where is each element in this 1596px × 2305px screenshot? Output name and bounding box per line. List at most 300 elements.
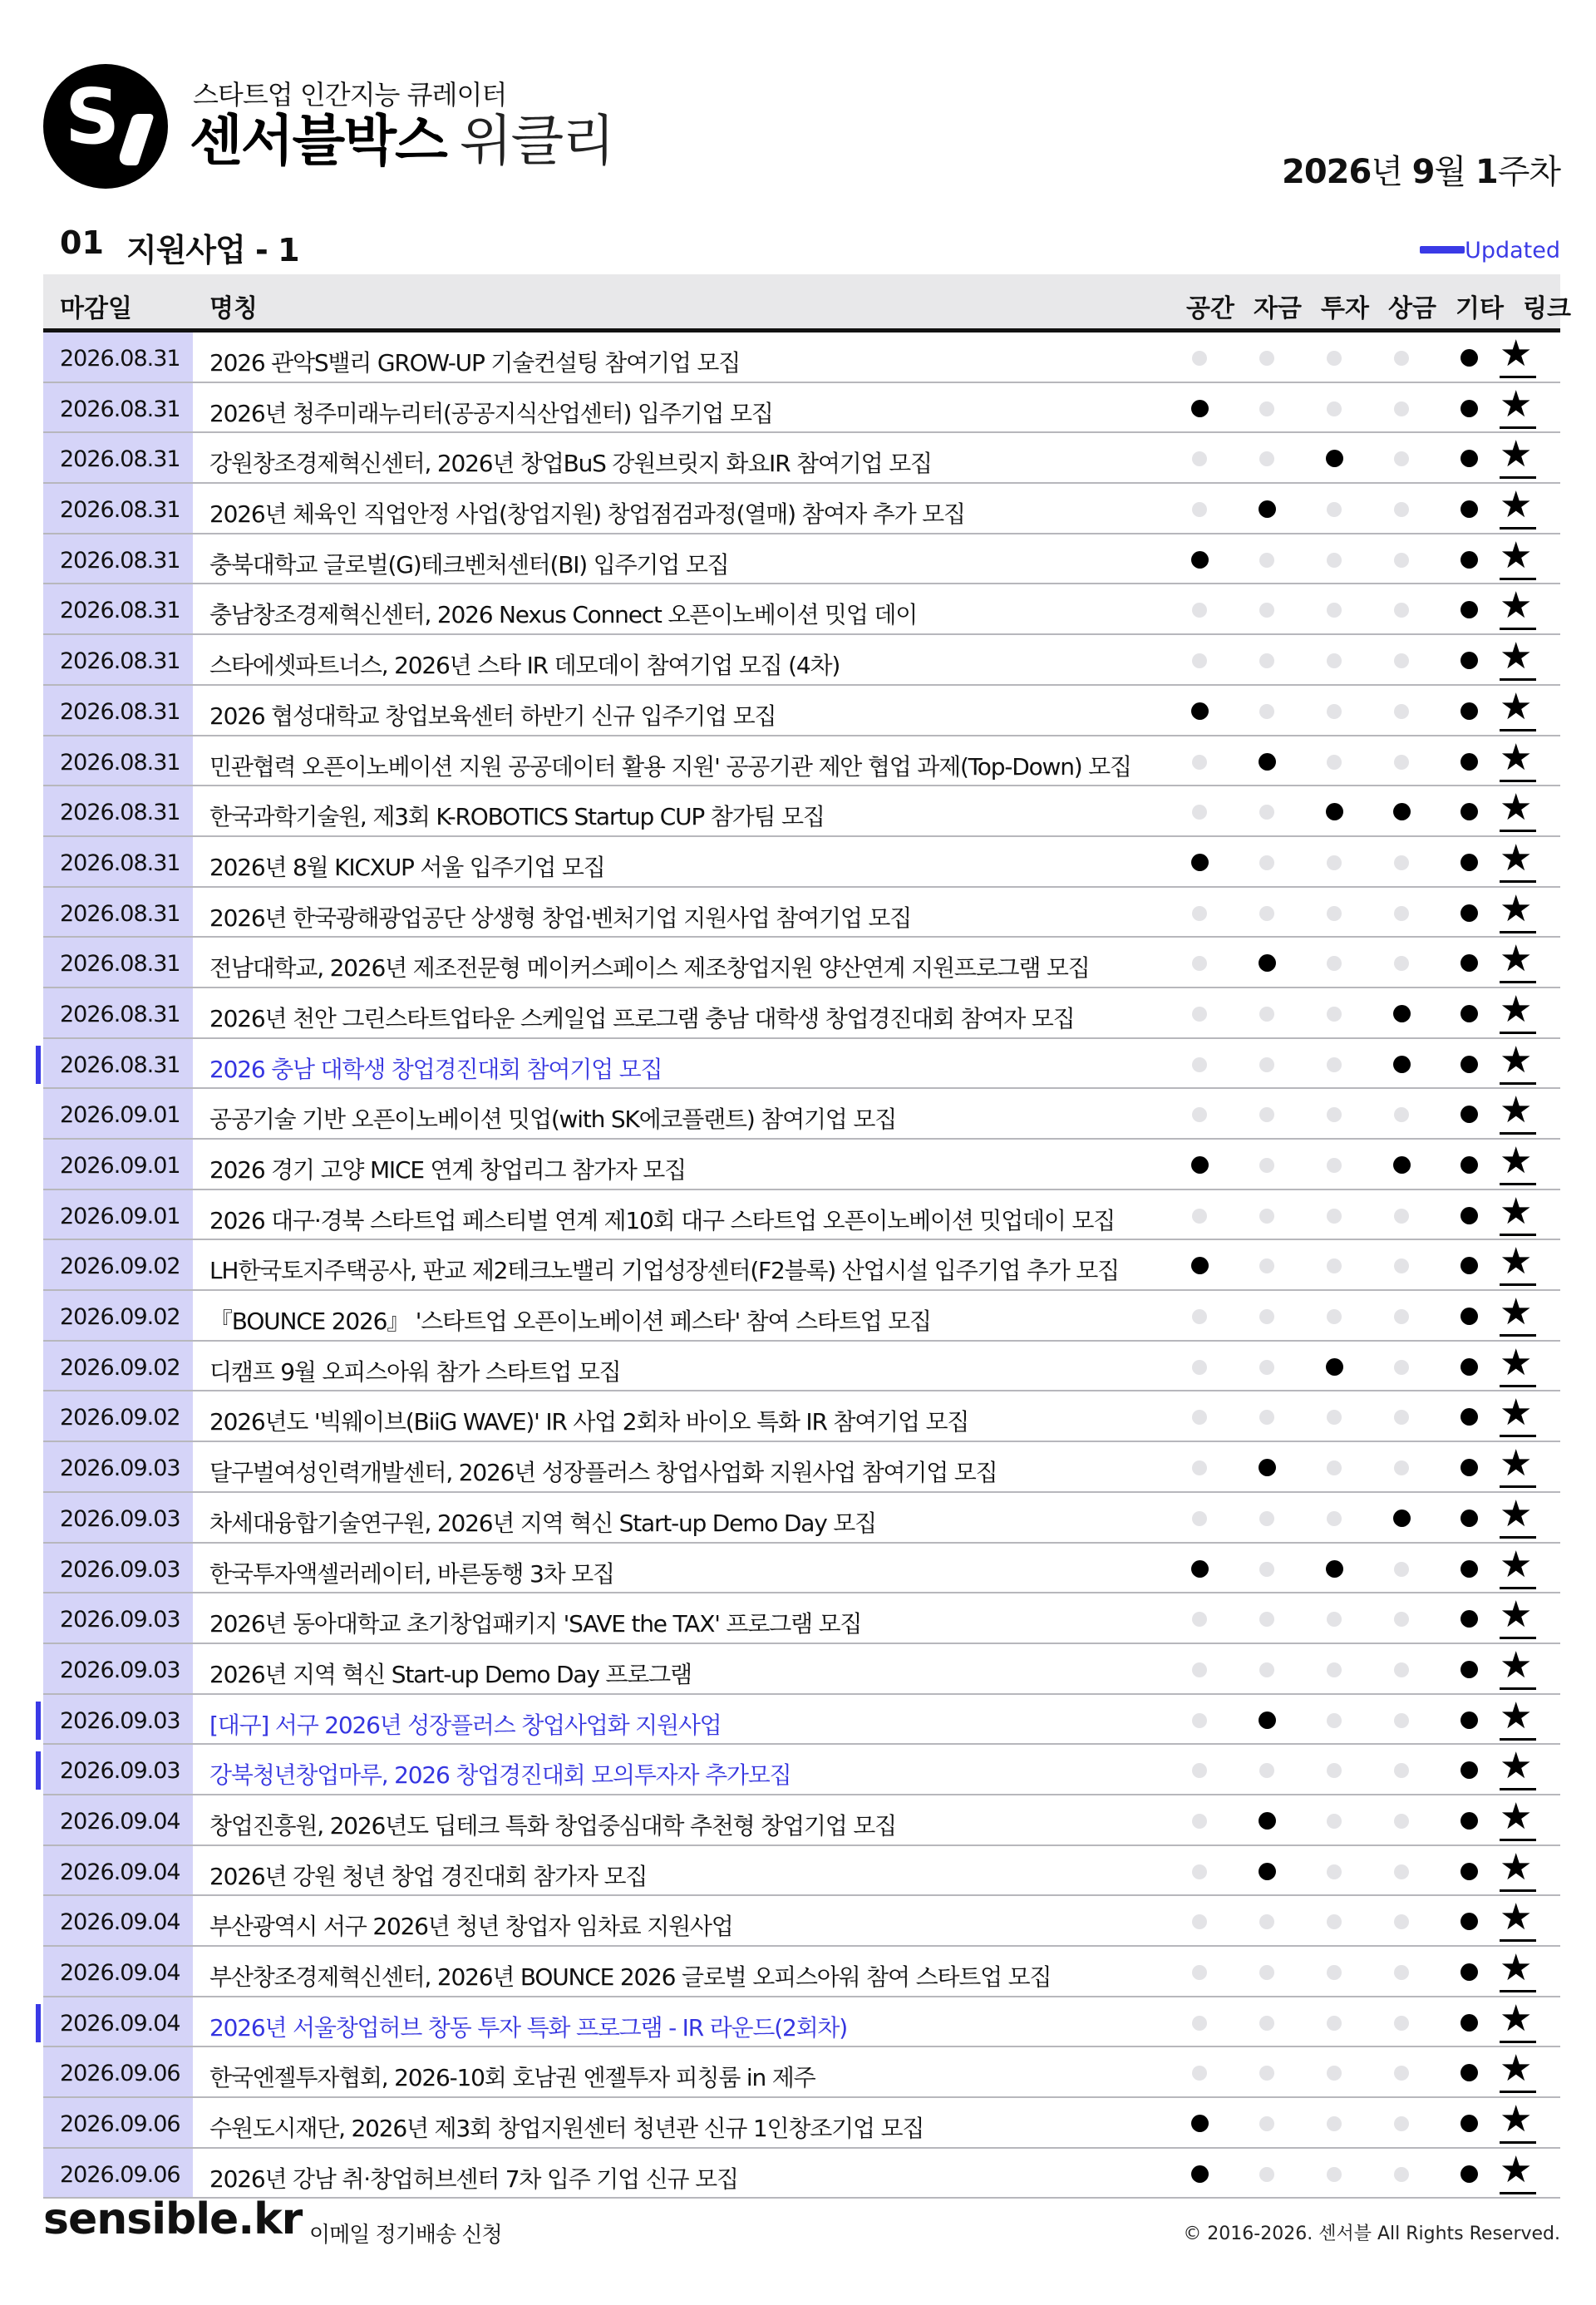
star-icon[interactable]: ★ xyxy=(1500,1240,1533,1283)
program-name: 『BOUNCE 2026』 '스타트업 오픈이노베이션 페스타' 참여 스타트업 모집 xyxy=(209,1308,931,1336)
deadline-date: 2026.09.03 xyxy=(60,1556,180,1583)
deadline-cell xyxy=(43,1846,193,1895)
email-subscribe-link[interactable]: 이메일 정기배송 신청 xyxy=(309,2223,502,2248)
flag-dot-space xyxy=(1192,1057,1207,1072)
brand-suffix: 위클리 xyxy=(459,109,614,173)
flag-dot-fund xyxy=(1259,805,1274,820)
updated-marker xyxy=(36,1702,41,1740)
flag-dot-space xyxy=(1192,1763,1207,1778)
flag-dot-prize xyxy=(1394,401,1409,416)
logo xyxy=(43,64,168,189)
deadline-date: 2026.08.31 xyxy=(60,698,180,725)
deadline-date: 2026.09.03 xyxy=(60,1707,180,1734)
flag-dot-space xyxy=(1192,1209,1207,1224)
deadline-date: 2026.08.31 xyxy=(60,396,180,422)
deadline-cell xyxy=(43,1745,193,1794)
column-invest: 투자 xyxy=(1321,294,1369,323)
flag-dot-prize xyxy=(1393,1510,1411,1527)
flag-dot-fund xyxy=(1259,1712,1276,1729)
table-row xyxy=(43,1544,1560,1594)
program-name: 차세대융합기술연구원, 2026년 지역 혁신 Start-up Demo Day 모집 xyxy=(209,1509,876,1537)
flag-dot-space xyxy=(1192,1713,1207,1728)
program-name: 2026년도 '빅웨이브(BiiG WAVE)' IR 사업 2회차 바이오 특화 IR 참여기업 모집 xyxy=(209,1408,969,1436)
deadline-cell xyxy=(43,1947,193,1996)
flag-dot-invest xyxy=(1327,1460,1342,1475)
deadline-cell xyxy=(43,1391,193,1441)
flag-dot-space xyxy=(1192,1965,1207,1980)
star-icon[interactable]: ★ xyxy=(1500,1391,1533,1435)
deadline-date: 2026.09.06 xyxy=(60,2061,180,2087)
flag-dot-other xyxy=(1461,854,1478,871)
star-icon[interactable]: ★ xyxy=(1500,1038,1533,1081)
flag-dot-fund xyxy=(1259,401,1274,416)
flag-dot-space xyxy=(1191,2165,1209,2183)
deadline-cell xyxy=(43,1493,193,1542)
star-icon[interactable]: ★ xyxy=(1500,382,1533,426)
program-name: 강원창조경제혁신센터, 2026년 창업BuS 강원브릿지 화요IR 참여기업 모집 xyxy=(209,450,932,478)
flag-dot-other xyxy=(1461,500,1478,518)
flag-dot-space xyxy=(1192,956,1207,971)
flag-dot-prize xyxy=(1394,1763,1409,1778)
flag-dot-fund xyxy=(1259,1057,1274,1072)
flag-dot-fund xyxy=(1259,1562,1274,1577)
star-icon[interactable]: ★ xyxy=(1500,1140,1533,1182)
star-icon[interactable]: ★ xyxy=(1500,1442,1533,1485)
flag-dot-other xyxy=(1461,1056,1478,1073)
flag-dot-invest xyxy=(1327,1107,1342,1122)
deadline-date: 2026.09.04 xyxy=(60,1909,180,1936)
section-title: 지원사업 - 1 xyxy=(126,232,299,268)
brand-title xyxy=(190,109,614,173)
flag-dot-other xyxy=(1461,2115,1478,2132)
table-row xyxy=(43,837,1560,888)
flag-dot-space xyxy=(1192,805,1207,820)
program-name: 디캠프 9월 오피스아워 참가 스타트업 모집 xyxy=(209,1357,621,1386)
brand-name: 센서블박스 xyxy=(190,109,446,173)
flag-dot-prize xyxy=(1394,1965,1409,1980)
link-underline xyxy=(1500,376,1536,378)
flag-dot-invest xyxy=(1326,1358,1343,1376)
table-row xyxy=(43,332,1560,383)
flag-dot-prize xyxy=(1394,1662,1409,1677)
table-row xyxy=(43,686,1560,736)
flag-dot-invest xyxy=(1327,351,1342,366)
flag-dot-prize xyxy=(1394,2167,1409,2182)
star-icon[interactable]: ★ xyxy=(1500,1845,1533,1889)
link-underline xyxy=(1500,780,1536,782)
flag-dot-space xyxy=(1192,1662,1207,1677)
star-icon[interactable]: ★ xyxy=(1500,2047,1533,2091)
program-name: 2026년 동아대학교 초기창업패키지 'SAVE the TAX' 프로그램 모집 xyxy=(209,1610,862,1638)
deadline-date: 2026.09.03 xyxy=(60,1607,180,1633)
deadline-date: 2026.09.02 xyxy=(60,1304,180,1331)
star-icon[interactable]: ★ xyxy=(1500,836,1533,879)
flag-dot-invest xyxy=(1327,855,1342,870)
star-icon[interactable]: ★ xyxy=(1500,1643,1533,1687)
link-underline xyxy=(1500,1082,1536,1085)
updated-legend-swatch xyxy=(1420,246,1465,254)
deadline-cell xyxy=(43,534,193,584)
star-icon[interactable]: ★ xyxy=(1500,635,1533,678)
link-underline xyxy=(1500,880,1536,883)
page-header xyxy=(43,62,1560,195)
column-fund: 자금 xyxy=(1254,294,1302,323)
flag-dot-prize xyxy=(1394,653,1409,668)
link-underline xyxy=(1500,678,1536,681)
flag-dot-invest xyxy=(1326,803,1343,820)
table-row xyxy=(43,1896,1560,1947)
program-name: LH한국토지주택공사, 판교 제2테크노밸리 기업성장센터(F2블록) 산업시설 입주기업 추가 모집 xyxy=(209,1257,1119,1285)
link-underline xyxy=(1500,1234,1536,1236)
link-underline xyxy=(1500,1587,1536,1589)
flag-dot-other xyxy=(1461,551,1478,569)
flag-dot-invest xyxy=(1327,2066,1342,2081)
flag-dot-fund xyxy=(1259,1410,1274,1425)
flag-dot-fund xyxy=(1259,500,1276,518)
deadline-cell xyxy=(43,1997,193,2046)
deadline-date: 2026.08.31 xyxy=(60,749,180,776)
star-icon[interactable]: ★ xyxy=(1500,887,1533,930)
flag-dot-space xyxy=(1192,351,1207,366)
issue-month: 9 xyxy=(1411,153,1435,191)
table-row xyxy=(43,635,1560,686)
flag-dot-invest xyxy=(1326,1560,1343,1578)
deadline-date: 2026.09.04 xyxy=(60,1960,180,1986)
deadline-date: 2026.08.31 xyxy=(60,850,180,876)
star-icon[interactable]: ★ xyxy=(1500,1745,1533,1788)
table-row xyxy=(43,988,1560,1039)
flag-dot-fund xyxy=(1259,1914,1274,1929)
flag-dot-fund xyxy=(1259,906,1274,921)
star-icon[interactable]: ★ xyxy=(1500,1341,1533,1384)
flag-dot-invest xyxy=(1327,502,1342,517)
flag-dot-space xyxy=(1192,1410,1207,1425)
flag-dot-fund xyxy=(1259,1511,1274,1526)
star-icon[interactable]: ★ xyxy=(1500,1694,1533,1737)
site-link[interactable]: sensible.kr xyxy=(43,2194,303,2244)
program-name: 충남창조경제혁신센터, 2026 Nexus Connect 오픈이노베이션 밋업 데이 xyxy=(209,601,918,629)
program-name: 2026년 청주미래누리터(공공지식산업센터) 입주기업 모집 xyxy=(209,399,773,427)
program-table xyxy=(43,332,1560,2199)
flag-dot-invest xyxy=(1327,1410,1342,1425)
deadline-date: 2026.09.06 xyxy=(60,2161,180,2188)
flag-dot-prize xyxy=(1394,502,1409,517)
column-deadline: 마감일 xyxy=(60,294,132,323)
flag-dot-prize xyxy=(1394,1107,1409,1122)
star-icon[interactable]: ★ xyxy=(1500,1795,1533,1838)
flag-dot-invest xyxy=(1327,603,1342,618)
link-underline xyxy=(1500,426,1536,429)
flag-dot-fund xyxy=(1259,704,1274,719)
program-name: 2026 충남 대학생 창업경진대회 참여기업 모집 xyxy=(209,1055,663,1083)
flag-dot-space xyxy=(1192,1864,1207,1879)
program-name: 한국엔젤투자협회, 2026-10회 호남권 엔젤투자 피칭룸 in 제주 xyxy=(209,2064,815,2092)
flag-dot-other xyxy=(1461,1712,1478,1729)
flag-dot-prize xyxy=(1394,1612,1409,1627)
link-underline xyxy=(1500,1788,1536,1790)
flag-dot-space xyxy=(1191,1257,1209,1274)
link-underline xyxy=(1500,1485,1536,1488)
star-icon[interactable]: ★ xyxy=(1500,1947,1533,1989)
link-underline xyxy=(1500,2091,1536,2093)
star-icon[interactable]: ★ xyxy=(1500,1189,1533,1233)
deadline-date: 2026.09.02 xyxy=(60,1354,180,1381)
link-underline xyxy=(1500,1183,1536,1185)
flag-dot-prize xyxy=(1394,603,1409,618)
star-icon[interactable]: ★ xyxy=(1500,1997,1533,2040)
flag-dot-invest xyxy=(1327,1864,1342,1879)
deadline-cell xyxy=(43,1544,193,1593)
deadline-date: 2026.09.01 xyxy=(60,1153,180,1179)
link-underline xyxy=(1500,1738,1536,1741)
program-name: 강북청년창업마루, 2026 창업경진대회 모의투자자 추가모집 xyxy=(209,1761,791,1790)
program-name: 2026 관악S밸리 GROW-UP 기술컨설팅 참여기업 모집 xyxy=(209,349,741,377)
link-underline xyxy=(1500,1990,1536,1992)
star-icon[interactable]: ★ xyxy=(1500,736,1533,779)
star-icon[interactable]: ★ xyxy=(1500,938,1533,981)
deadline-date: 2026.09.01 xyxy=(60,1203,180,1229)
program-name: 전남대학교, 2026년 제조전문형 메이커스페이스 제조창업지원 양산연계 지원프로그램 모집 xyxy=(209,954,1090,983)
table-row xyxy=(43,584,1560,635)
flag-dot-prize xyxy=(1394,1914,1409,1929)
updated-marker xyxy=(36,2004,41,2042)
flag-dot-space xyxy=(1191,400,1209,417)
flag-dot-prize xyxy=(1394,956,1409,971)
copyright: © 2016-2026. 센서블 All Rights Reserved. xyxy=(1183,2224,1560,2244)
deadline-date: 2026.08.31 xyxy=(60,446,180,473)
program-name: 2026년 서울창업허브 창동 투자 특화 프로그램 - IR 라운드(2회차) xyxy=(209,2013,847,2042)
program-name: 2026년 한국광해광업공단 상생형 창업·벤처기업 지원사업 참여기업 모집 xyxy=(209,904,912,932)
table-row xyxy=(43,736,1560,787)
page-footer xyxy=(43,2194,1560,2261)
table-row xyxy=(43,1442,1560,1493)
program-name: 수원도시재단, 2026년 제3회 창업지원센터 청년관 신규 1인창조기업 모집 xyxy=(209,2115,924,2143)
star-icon[interactable]: ★ xyxy=(1500,1593,1533,1637)
star-icon[interactable]: ★ xyxy=(1500,534,1533,577)
deadline-cell xyxy=(43,938,193,987)
star-icon[interactable]: ★ xyxy=(1500,1543,1533,1586)
flag-dot-fund xyxy=(1259,1107,1274,1122)
flag-dot-fund xyxy=(1259,1763,1274,1778)
flag-dot-fund xyxy=(1259,1360,1274,1375)
deadline-cell xyxy=(43,584,193,633)
deadline-cell xyxy=(43,1695,193,1744)
flag-dot-space xyxy=(1191,1156,1209,1174)
deadline-cell xyxy=(43,484,193,533)
star-icon[interactable]: ★ xyxy=(1500,2098,1533,2141)
deadline-cell xyxy=(43,1896,193,1945)
flag-dot-fund xyxy=(1259,653,1274,668)
flag-dot-other xyxy=(1461,1560,1478,1578)
deadline-date: 2026.08.31 xyxy=(60,346,180,372)
table-row xyxy=(43,1947,1560,1997)
flag-dot-other xyxy=(1461,1257,1478,1274)
link-underline xyxy=(1500,1334,1536,1337)
deadline-date: 2026.08.31 xyxy=(60,1001,180,1027)
deadline-cell xyxy=(43,2098,193,2147)
link-underline xyxy=(1500,1435,1536,1437)
flag-dot-other xyxy=(1461,753,1478,771)
flag-dot-fund xyxy=(1259,1812,1276,1830)
flag-dot-invest xyxy=(1327,2167,1342,2182)
flag-dot-other xyxy=(1461,1156,1478,1174)
issue-week: 1 xyxy=(1475,153,1498,191)
column-name: 명칭 xyxy=(209,294,258,323)
star-icon[interactable]: ★ xyxy=(1500,1291,1533,1334)
flag-dot-fund xyxy=(1259,2167,1274,2182)
link-underline xyxy=(1500,931,1536,933)
flag-dot-other xyxy=(1461,1913,1478,1930)
deadline-date: 2026.08.31 xyxy=(60,951,180,978)
link-underline xyxy=(1500,578,1536,580)
flag-dot-space xyxy=(1192,906,1207,921)
star-icon[interactable]: ★ xyxy=(1500,2148,1533,2191)
star-icon[interactable]: ★ xyxy=(1500,1896,1533,1939)
star-icon[interactable]: ★ xyxy=(1500,685,1533,728)
flag-dot-space xyxy=(1191,1560,1209,1578)
flag-dot-space xyxy=(1192,1914,1207,1929)
deadline-cell xyxy=(43,1795,193,1844)
table-row xyxy=(43,1089,1560,1140)
table-row xyxy=(43,1190,1560,1241)
table-row xyxy=(43,1846,1560,1897)
flag-dot-fund xyxy=(1259,1459,1276,1476)
star-icon[interactable]: ★ xyxy=(1500,988,1533,1031)
flag-dot-fund xyxy=(1259,1863,1276,1880)
program-name: [대구] 서구 2026년 성장플러스 창업사업화 지원사업 xyxy=(209,1711,722,1739)
table-header xyxy=(43,274,1571,332)
star-icon[interactable]: ★ xyxy=(1500,1492,1533,1535)
deadline-date: 2026.08.31 xyxy=(60,1052,180,1078)
column-other: 기타 xyxy=(1456,294,1504,323)
flag-dot-prize xyxy=(1394,1864,1409,1879)
flag-dot-other xyxy=(1461,1863,1478,1880)
deadline-date: 2026.08.31 xyxy=(60,800,180,826)
flag-dot-prize xyxy=(1394,755,1409,770)
flag-dot-prize xyxy=(1394,2016,1409,2031)
flag-dot-other xyxy=(1461,450,1478,467)
flag-dot-other xyxy=(1461,1308,1478,1325)
link-underline xyxy=(1500,1536,1536,1539)
flag-dot-space xyxy=(1191,854,1209,871)
flag-dot-prize xyxy=(1394,1562,1409,1577)
flag-dot-space xyxy=(1192,1007,1207,1022)
flag-dot-prize xyxy=(1394,1713,1409,1728)
flag-dot-space xyxy=(1192,451,1207,466)
table-row xyxy=(43,2047,1560,2098)
deadline-cell xyxy=(43,837,193,886)
table-row xyxy=(43,1039,1560,1090)
flag-dot-prize xyxy=(1393,1056,1411,1073)
flag-dot-invest xyxy=(1327,1158,1342,1173)
deadline-cell xyxy=(43,1240,193,1289)
program-name: 2026년 8월 KICXUP 서울 입주기업 모집 xyxy=(209,853,605,881)
link-underline xyxy=(1500,2141,1536,2144)
deadline-cell xyxy=(43,1442,193,1491)
flag-dot-space xyxy=(1192,502,1207,517)
star-icon[interactable]: ★ xyxy=(1500,433,1533,476)
flag-dot-invest xyxy=(1327,1309,1342,1324)
table-row xyxy=(43,1593,1560,1644)
flag-dot-invest xyxy=(1327,1814,1342,1829)
flag-dot-invest xyxy=(1327,755,1342,770)
deadline-cell xyxy=(43,1291,193,1340)
flag-dot-fund xyxy=(1259,2016,1274,2031)
section-number: 01 xyxy=(60,224,104,261)
flag-dot-invest xyxy=(1327,1662,1342,1677)
star-icon[interactable]: ★ xyxy=(1500,584,1533,628)
flag-dot-other xyxy=(1461,1812,1478,1830)
deadline-cell xyxy=(43,433,193,482)
flag-dot-space xyxy=(1191,702,1209,720)
link-underline xyxy=(1500,2041,1536,2043)
flag-dot-prize xyxy=(1394,2116,1409,2131)
issue-label xyxy=(1282,145,1560,193)
issue-year-unit: 년 xyxy=(1371,153,1412,191)
deadline-date: 2026.08.31 xyxy=(60,598,180,624)
table-row xyxy=(43,1695,1560,1746)
flag-dot-invest xyxy=(1327,553,1342,568)
flag-dot-space xyxy=(1192,1460,1207,1475)
flag-dot-invest xyxy=(1327,1914,1342,1929)
star-icon[interactable]: ★ xyxy=(1500,332,1533,375)
program-name: 2026년 천안 그린스타트업타운 스케일업 프로그램 충남 대학생 창업경진대회 참여자 모집 xyxy=(209,1004,1075,1032)
flag-dot-fund xyxy=(1259,1965,1274,1980)
flag-dot-prize xyxy=(1394,2066,1409,2081)
flag-dot-prize xyxy=(1394,1410,1409,1425)
flag-dot-other xyxy=(1461,904,1478,922)
program-name: 충북대학교 글로벌(G)테크벤처센터(BI) 입주기업 모집 xyxy=(209,550,729,579)
flag-dot-other xyxy=(1461,954,1478,972)
link-underline xyxy=(1500,1283,1536,1286)
flag-dot-space xyxy=(1192,1612,1207,1627)
program-name: 달구벌여성인력개발센터, 2026년 성장플러스 창업사업화 지원사업 참여기업 모집 xyxy=(209,1459,998,1487)
flag-dot-invest xyxy=(1327,2116,1342,2131)
column-space: 공간 xyxy=(1186,294,1234,323)
flag-dot-other xyxy=(1461,2165,1478,2183)
flag-dot-other xyxy=(1461,1358,1478,1376)
flag-dot-invest xyxy=(1327,704,1342,719)
flag-dot-prize xyxy=(1393,803,1411,820)
link-underline xyxy=(1500,1889,1536,1892)
link-underline xyxy=(1500,476,1536,479)
deadline-date: 2026.09.03 xyxy=(60,1455,180,1482)
flag-dot-fund xyxy=(1259,954,1276,972)
star-icon[interactable]: ★ xyxy=(1500,786,1533,830)
flag-dot-prize xyxy=(1394,553,1409,568)
program-name: 스타에셋파트너스, 2026년 스타 IR 데모데이 참여기업 모집 (4차) xyxy=(209,652,840,680)
flag-dot-other xyxy=(1461,2064,1478,2081)
flag-dot-invest xyxy=(1327,1209,1342,1224)
flag-dot-other xyxy=(1461,2014,1478,2032)
flag-dot-other xyxy=(1461,652,1478,669)
logo-comma-shape xyxy=(116,114,155,165)
deadline-date: 2026.09.04 xyxy=(60,1808,180,1835)
flag-dot-fund xyxy=(1259,1612,1274,1627)
link-underline xyxy=(1500,1637,1536,1639)
table-row xyxy=(43,1291,1560,1342)
flag-dot-invest xyxy=(1327,1965,1342,1980)
deadline-cell xyxy=(43,2149,193,2198)
link-underline xyxy=(1500,1939,1536,1942)
column-link: 링크 xyxy=(1523,294,1571,323)
star-icon[interactable]: ★ xyxy=(1500,484,1533,527)
star-icon[interactable]: ★ xyxy=(1500,1089,1533,1132)
flag-dot-fund xyxy=(1259,1309,1274,1324)
flag-dot-other xyxy=(1461,803,1478,820)
updated-legend-label: Updated xyxy=(1465,238,1560,263)
deadline-date: 2026.09.03 xyxy=(60,1758,180,1785)
